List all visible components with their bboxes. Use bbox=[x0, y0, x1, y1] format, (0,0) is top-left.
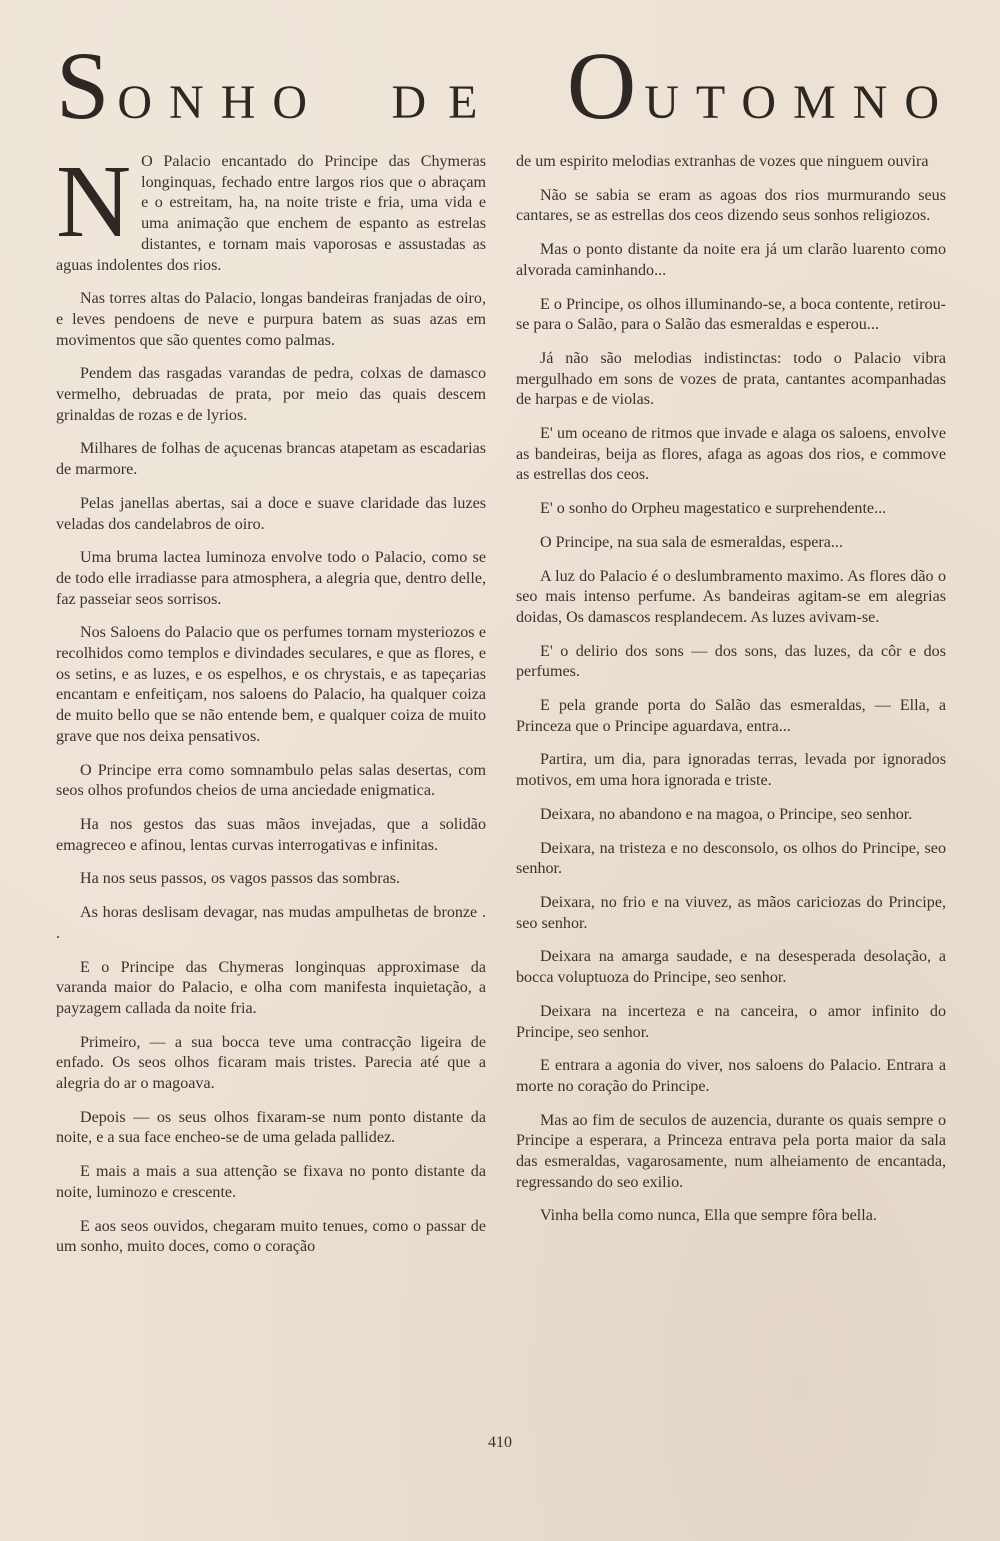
paragraph: E o Principe das Chymeras longinquas approximase da varanda maior do Palacio, e olha com manifesta inquietação, a payzagem callada da noite fria. bbox=[56, 958, 486, 1017]
title-rest-onho: ONHO bbox=[117, 76, 325, 129]
paragraph: E' o sonho do Orpheu magestatico e surprehendente... bbox=[540, 500, 887, 518]
paragraph: O Principe erra como somnambulo pelas salas desertas, com seos olhos profundos cheios de uma anciedade enigmatica. bbox=[56, 761, 486, 800]
paragraph: Depois — os seus olhos fixaram-se num ponto distante da noite, e a sua face encheo-se de uma gelada pallidez. bbox=[56, 1108, 486, 1147]
paragraph: Ha nos gestos das suas mãos invejadas, que a solidão emagreceo e afinou, lentas curvas interrogativas e infinitas. bbox=[56, 815, 486, 854]
paragraph: Deixara, no frio e na viuvez, as mãos cariciozas do Principe, seo senhor. bbox=[516, 893, 946, 932]
paragraph bbox=[56, 144, 486, 276]
paragraph: As horas deslisam devagar, nas mudas ampulhetas de bronze . . bbox=[56, 904, 486, 942]
drop-cap: N bbox=[56, 144, 132, 259]
title-word-sonho bbox=[56, 32, 325, 139]
paragraph: Já não são melodias indistinctas: todo o Palacio vibra mergulhado em sons de vozes de prata, cantantes acompanhadas de harpas e de violas. bbox=[516, 349, 946, 409]
paragraph-continuation: de um espirito melodias extranhas de vozes que ninguem ouvira bbox=[516, 153, 929, 170]
paragraph: Nas torres altas do Palacio, longas bandeiras franjadas de oiro, e leves pendoens de neve e purpura batem as suas azas em movimentos que são quentes como palmas. bbox=[56, 290, 486, 349]
paragraph: E aos seos ouvidos, chegaram muito tenues, como o passar de um sonho, muito doces, como o coração bbox=[56, 1217, 486, 1256]
title-word-outomno bbox=[566, 32, 956, 139]
paragraph: Deixara, no abandono e na magoa, o Principe, seo senhor. bbox=[540, 805, 913, 823]
paragraph: Deixara na incerteza e na canceira, o amor infinito do Principe, seo senhor. bbox=[516, 1002, 946, 1041]
paragraph: Pendem das rasgadas varandas de pedra, colxas de damasco vermelho, debruadas de prata, por meio das quais descem grinaldas de rozas e de lyrios. bbox=[56, 365, 486, 424]
paragraph: Milhares de folhas de açucenas brancas atapetam as escadarias de marmore. bbox=[56, 440, 486, 479]
paragraph: Nos Saloens do Palacio que os perfumes tornam mysteriozos e recolhidos como templos e divindades seculares, e que as flores, e os setins, e as luzes, e os espelhos, e os chrystais, e as tapeçarias encantam e enfeitiçam, nos saloens do Palacio, ha qualquer coiza de muito bello que se não entende bem, e qualquer coiza de muito grave que nos deixa pensativos. bbox=[56, 624, 486, 745]
paragraph: E mais a mais a sua attenção se fixava no ponto distante da noite, luminozo e crescente. bbox=[56, 1163, 486, 1201]
right-column bbox=[516, 152, 946, 1240]
paragraph: Deixara, na tristeza e no desconsolo, os olhos do Principe, seo senhor. bbox=[516, 839, 946, 878]
page-number: 410 bbox=[488, 1434, 512, 1451]
paragraph: E' o delirio dos sons — dos sons, das luzes, da côr e dos perfumes. bbox=[516, 642, 946, 681]
paragraph: Pelas janellas abertas, sai a doce e suave claridade das luzes veladas dos candelabros de oiro. bbox=[56, 494, 486, 533]
paragraph: Primeiro, — a sua bocca teve uma contracção ligeira de enfado. Os seos olhos ficaram mais tristes. Parecia até que a alegria do ar o magoava. bbox=[56, 1033, 486, 1093]
paragraph: Ha nos seus passos, os vagos passos das sombras. bbox=[80, 870, 401, 888]
title-rest-utomno: UTOMNO bbox=[644, 76, 956, 129]
title-initial-o: O bbox=[566, 32, 637, 139]
paragraph: Partira, um dia, para ignoradas terras, levada por ignorados motivos, em uma hora ignorada e triste. bbox=[516, 751, 946, 790]
paragraph: E o Principe, os olhos illuminando-se, a boca contente, retirou-se para o Salão, para o Salão das esmeraldas e esperou... bbox=[516, 295, 946, 334]
left-column bbox=[56, 144, 486, 1271]
paragraph: Mas ao fim de seculos de auzencia, durante os quais sempre o Principe a esperara, a Princeza entrava pela porta maior da sala das esmeraldas, vagarosamente, num alheiamento de encantada, regressando do seo exilio. bbox=[516, 1111, 946, 1191]
paragraph: O Principe, na sua sala de esmeraldas, espera... bbox=[540, 533, 843, 551]
title-word-de: DE bbox=[391, 76, 500, 129]
paragraph: Vinha bella como nunca, Ella que sempre fôra bella. bbox=[540, 1207, 877, 1225]
paragraph: Uma bruma lactea luminoza envolve todo o Palacio, como se de todo elle irradiasse para atmosphera, a alegria que, dentro delle, faz passeiar seos sorrisos. bbox=[56, 549, 486, 608]
paragraph: Mas o ponto distante da noite era já um clarão luarento como alvorada caminhando... bbox=[516, 241, 946, 279]
title-initial-s: S bbox=[56, 32, 110, 139]
paragraph: E entrara a agonia do viver, nos saloens do Palacio. Entrara a morte no coração do Principe. bbox=[516, 1057, 946, 1095]
paragraph: E pela grande porta do Salão das esmeraldas, — Ella, a Princeza que o Principe aguardava, entra... bbox=[516, 697, 946, 735]
paragraph: Deixara na amarga saudade, e na desesperada desolação, a bocca voluptuoza do Principe, seo senhor. bbox=[516, 948, 946, 987]
paragraph: E' um oceano de ritmos que invade e alaga os saloens, envolve as bandeiras, beija as flores, afaga as agoas dos rios, e commove as estrellas dos ceos. bbox=[516, 425, 946, 484]
paragraph-text: O Palacio encantado do Principe das Chymeras longinquas, fechado entre largos rios que o abraçam e o estreitam, ha, na noite triste e fria, uma vida e uma animação que enchem de espanto as estrelas distantes, e tornam mais vaporosas e assustadas as aguas indolentes dos rios. bbox=[56, 153, 486, 274]
paragraph: Não se sabia se eram as agoas dos rios murmurando seus cantares, se as estrellas dos ceos dizendo seus sonhos religiozos. bbox=[516, 186, 946, 225]
article-title bbox=[56, 32, 956, 139]
paragraph: A luz do Palacio é o deslumbramento maximo. As flores dão o seo mais intenso perfume. As bandeiras agitam-se em alegrias doidas, Os damascos resplandecem. As luzes avivam-se. bbox=[516, 567, 946, 626]
